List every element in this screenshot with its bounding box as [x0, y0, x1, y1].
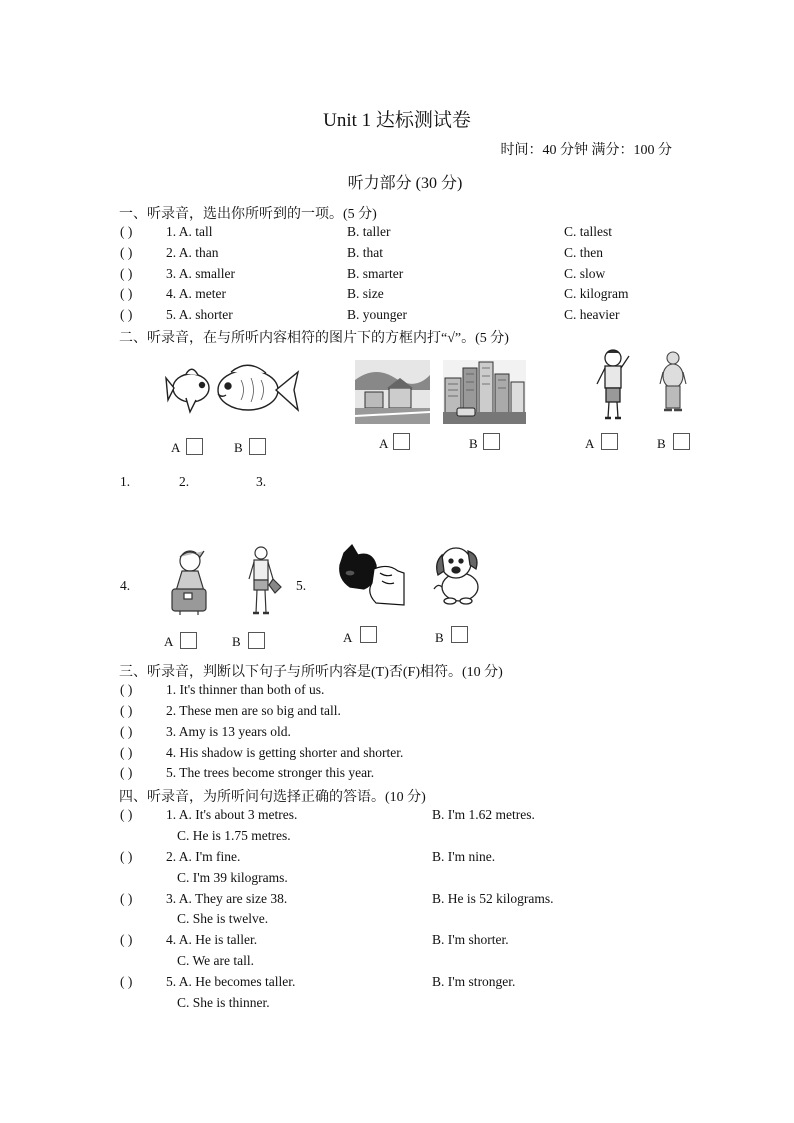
list-item	[120, 974, 720, 994]
answer-blank[interactable]: ( )	[120, 307, 133, 322]
statement-text: 1. It's thinner than both of us.	[166, 682, 325, 697]
option-b: B. smarter	[347, 266, 404, 281]
fish-illustration	[166, 360, 301, 422]
option-label-b: B	[469, 436, 478, 451]
answer-blank[interactable]: ( )	[120, 765, 133, 780]
checkbox-5b[interactable]	[451, 626, 468, 643]
option-a: 2. A. I'm fine.	[166, 849, 241, 864]
checkbox-4b[interactable]	[248, 632, 265, 649]
option-label-b: B	[657, 436, 666, 451]
checkbox-1b[interactable]	[249, 438, 266, 455]
list-item	[120, 266, 720, 286]
list-item	[120, 703, 720, 723]
section2-title: 二、听录音，在与所听内容相符的图片下的方框内打“√”。(5 分)	[119, 331, 509, 346]
town-illustration	[355, 360, 430, 424]
list-item	[120, 932, 720, 952]
answer-blank[interactable]: ( )	[120, 245, 133, 260]
option-c: C. slow	[564, 266, 606, 281]
option-a: 3. A. smaller	[166, 266, 235, 281]
section4-title: 四、听录音，为所听问句选择正确的答语。(10 分)	[119, 790, 426, 805]
statement-text: 2. These men are so big and tall.	[166, 703, 341, 718]
option-c: C. She is twelve.	[177, 911, 269, 926]
list-item	[120, 849, 720, 869]
option-c: C. I'm 39 kilograms.	[177, 870, 288, 885]
exam-meta: 时间：40 分钟 满分：100 分	[500, 143, 672, 158]
option-b: B. I'm shorter.	[432, 932, 509, 947]
puppy-illustration	[430, 543, 486, 605]
list-item	[120, 224, 720, 244]
picture-number-5: 5.	[296, 578, 307, 593]
list-item	[120, 765, 720, 785]
option-a: 1. A. It's about 3 metres.	[166, 807, 298, 822]
option-label-b: B	[435, 630, 444, 645]
option-b: B. that	[347, 245, 383, 260]
girl-illustration	[166, 547, 218, 617]
checkbox-3a[interactable]	[601, 433, 618, 450]
list-item	[120, 245, 720, 265]
answer-blank[interactable]: ( )	[120, 724, 133, 739]
picture-number-3: 3.	[256, 474, 267, 489]
option-a: 5. A. He becomes taller.	[166, 974, 296, 989]
list-item	[120, 724, 720, 744]
checkbox-4a[interactable]	[180, 632, 197, 649]
answer-blank[interactable]: ( )	[120, 974, 133, 989]
list-item	[120, 891, 720, 911]
answer-blank[interactable]: ( )	[120, 932, 133, 947]
answer-blank[interactable]: ( )	[120, 703, 133, 718]
answer-blank[interactable]: ( )	[120, 286, 133, 301]
man-illustration	[658, 350, 688, 414]
option-b: B. size	[347, 286, 384, 301]
option-a: 4. A. He is taller.	[166, 932, 258, 947]
answer-blank[interactable]: ( )	[120, 266, 133, 281]
section3-title: 三、听录音，判断以下句子与所听内容是(T)否(F)相符。(10 分)	[119, 665, 503, 680]
option-a: 5. A. shorter	[166, 307, 233, 322]
option-label-a: A	[164, 634, 174, 649]
option-label-a: A	[585, 436, 595, 451]
option-a: 2. A. than	[166, 245, 219, 260]
option-label-a: A	[379, 436, 389, 451]
option-a: 3. A. They are size 38.	[166, 891, 288, 906]
option-a: 4. A. meter	[166, 286, 226, 301]
option-label-a: A	[343, 630, 353, 645]
answer-blank[interactable]: ( )	[120, 849, 133, 864]
statement-text: 3. Amy is 13 years old.	[166, 724, 291, 739]
option-b: B. I'm nine.	[432, 849, 496, 864]
option-a: 1. A. tall	[166, 224, 213, 239]
statement-text: 5. The trees become stronger this year.	[166, 765, 375, 780]
picture-number-1: 1.	[120, 474, 131, 489]
option-label-a: A	[171, 440, 181, 455]
option-c: C. He is 1.75 metres.	[177, 828, 291, 843]
list-item	[120, 682, 720, 702]
list-item	[120, 953, 720, 973]
picture-number-2: 2.	[179, 474, 190, 489]
boy-illustration	[593, 348, 633, 422]
picture-number-4: 4.	[120, 578, 131, 593]
list-item	[120, 745, 720, 765]
option-c: C. heavier	[564, 307, 620, 322]
section-heading-listening: 听力部分 (30 分)	[347, 175, 463, 192]
list-item	[120, 307, 720, 327]
option-c: C. then	[564, 245, 603, 260]
athlete-illustration	[243, 545, 285, 619]
checkbox-5a[interactable]	[360, 626, 377, 643]
checkbox-3b[interactable]	[673, 433, 690, 450]
option-b: B. I'm 1.62 metres.	[432, 807, 535, 822]
answer-blank[interactable]: ( )	[120, 745, 133, 760]
answer-blank[interactable]: ( )	[120, 807, 133, 822]
list-item	[120, 286, 720, 306]
option-c: C. She is thinner.	[177, 995, 270, 1010]
section1-title: 一、听录音，选出你所听到的一项。(5 分)	[119, 207, 377, 222]
list-item	[120, 870, 720, 890]
checkbox-2a[interactable]	[393, 433, 410, 450]
page-title: Unit 1 达标测试卷	[323, 110, 471, 131]
list-item	[120, 807, 720, 827]
black-dog-illustration	[336, 543, 406, 605]
answer-blank[interactable]: ( )	[120, 891, 133, 906]
option-c: C. tallest	[564, 224, 612, 239]
city-illustration	[443, 360, 526, 424]
option-b: B. taller	[347, 224, 391, 239]
option-c: C. We are tall.	[177, 953, 255, 968]
option-b: B. younger	[347, 307, 407, 322]
option-label-b: B	[234, 440, 243, 455]
statement-text: 4. His shadow is getting shorter and shorter.	[166, 745, 404, 760]
option-b: B. He is 52 kilograms.	[432, 891, 554, 906]
list-item	[120, 911, 720, 931]
checkbox-2b[interactable]	[483, 433, 500, 450]
list-item	[120, 828, 720, 848]
list-item	[120, 995, 720, 1015]
checkbox-1a[interactable]	[186, 438, 203, 455]
option-b: B. I'm stronger.	[432, 974, 516, 989]
option-c: C. kilogram	[564, 286, 629, 301]
answer-blank[interactable]: ( )	[120, 682, 133, 697]
answer-blank[interactable]: ( )	[120, 224, 133, 239]
option-label-b: B	[232, 634, 241, 649]
